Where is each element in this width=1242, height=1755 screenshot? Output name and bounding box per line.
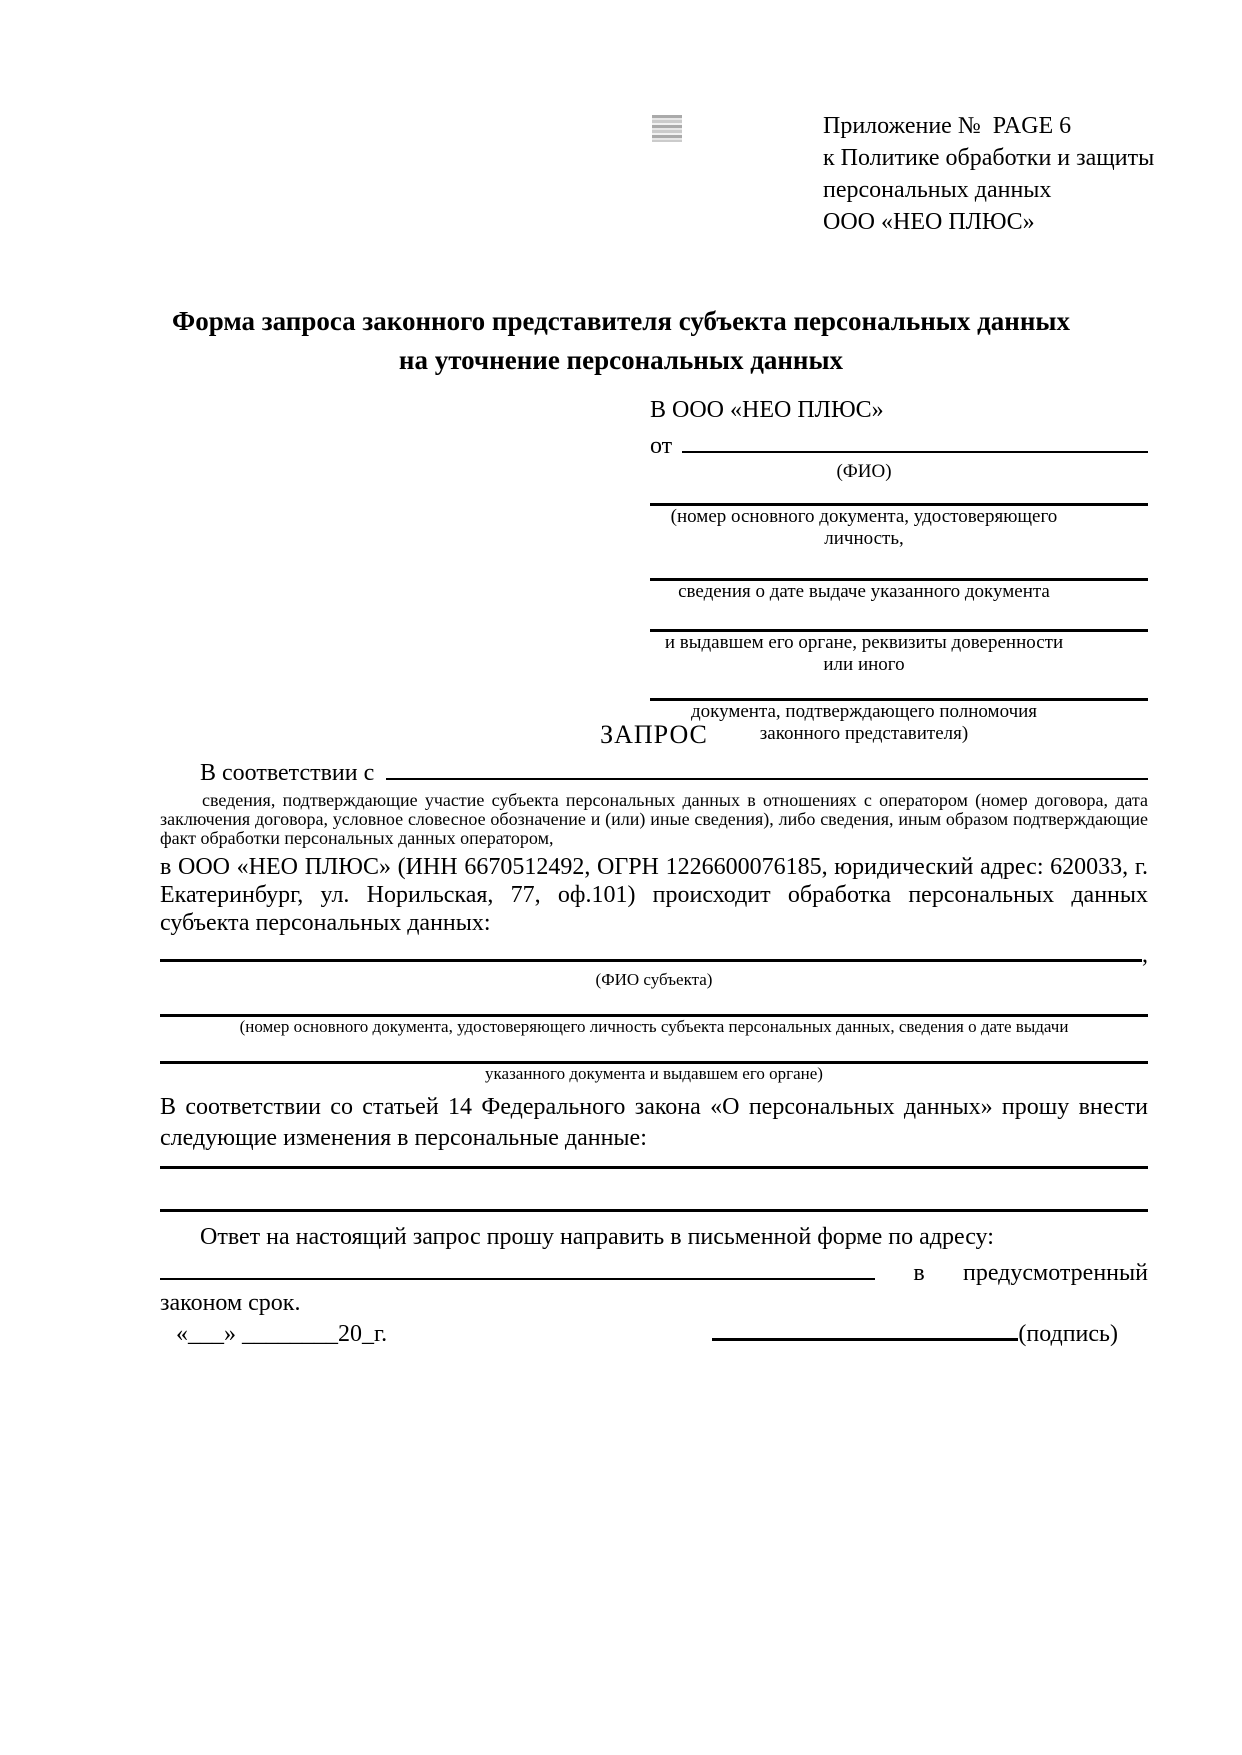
signature-group <box>712 1318 1118 1349</box>
reply-word-term: предусмотренный <box>962 1260 1148 1286</box>
changes-blank-line-1 <box>160 1166 1148 1169</box>
fio-caption: (ФИО) <box>836 461 892 482</box>
footnote-text: сведения, подтверждающие участие субъекта персональных данных в отношениях с оператором (номер договора, дата заключения договора, условное словесное обозначение и (или) иные сведения), либо сведения, иным образом подтверждающие факт обработки персональных данных оператором, <box>160 790 1148 848</box>
signature-caption: (подпись) <box>1018 1321 1118 1347</box>
appendix-line: к Политике обработки и защиты <box>823 145 1155 171</box>
appendix-line: Приложение № PAGE 6 <box>823 113 1072 139</box>
reply-address-blank-line <box>160 1258 875 1280</box>
date-blank: «___» ________20_г. <box>176 1321 388 1347</box>
subject-fio-row <box>160 939 1148 970</box>
from-label: от <box>650 433 673 459</box>
intro-blank-line <box>386 758 1148 780</box>
date-signature-row <box>160 1312 1148 1349</box>
appendix-line: ООО «НЕО ПЛЮС» <box>823 209 1035 235</box>
reply-address-row <box>160 1258 1148 1288</box>
subject-fio-blank-line <box>160 939 1142 962</box>
subject-line-suffix: , <box>1142 942 1148 968</box>
request-heading: ЗАПРОС <box>600 720 708 749</box>
authority-doc-caption: документа, подтверждающего полномочия законного представителя) <box>690 701 1038 744</box>
intro-row <box>160 758 1148 788</box>
changes-blank-line-2 <box>160 1209 1148 1212</box>
reply-paragraph: Ответ на настоящий запрос прошу направить в письменной форме по адресу: <box>200 1224 994 1250</box>
issuing-authority-caption: и выдавшем его органе, реквизиты доверенности или иного <box>664 632 1064 675</box>
fio-blank-line <box>682 431 1148 453</box>
addressee-from-row <box>650 431 1148 461</box>
intro-prefix: В соответствии с <box>200 760 375 786</box>
issue-date-caption: сведения о дате выдаче указанного документа <box>678 581 1050 602</box>
reply-tail: законом срок. <box>160 1290 301 1316</box>
subject-doc-caption-2: указанного документа и выдавшем его органе) <box>485 1064 823 1083</box>
appendix-line: персональных данных <box>823 177 1052 203</box>
signature-blank-line <box>712 1318 1018 1341</box>
request-body <box>160 712 1148 1318</box>
subject-fio-caption: (ФИО субъекта) <box>595 970 713 989</box>
operator-paragraph: в ООО «НЕО ПЛЮС» (ИНН 6670512492, ОГРН 1226600076185, юридический адрес: 620033, г. Екатеринбург, ул. Норильская, 77, оф.101) происходит обработка персональных данных субъекта персональных данных: <box>160 854 1148 936</box>
addressee-to: В ООО «НЕО ПЛЮС» <box>650 397 884 423</box>
field-shading-icon <box>652 115 682 142</box>
reply-word-in: в <box>913 1260 925 1286</box>
doc-number-caption: (номер основного документа, удостоверяющего личность, <box>670 506 1058 549</box>
form-title-line1: Форма запроса законного представителя субъекта персональных данных <box>172 306 1070 336</box>
appendix-annotation <box>823 110 1154 238</box>
form-title <box>0 302 1242 380</box>
form-title-line2: на уточнение персональных данных <box>398 345 844 375</box>
subject-doc-caption-1: (номер основного документа, удостоверяющего личность субъекта персональных данных, сведения о дате выдачи <box>239 1017 1069 1036</box>
addressee-block <box>650 395 1148 745</box>
law-paragraph: В соответствии со статьей 14 Федерального закона «О персональных данных» прошу внести следующие изменения в персональные данные: <box>160 1094 1148 1151</box>
